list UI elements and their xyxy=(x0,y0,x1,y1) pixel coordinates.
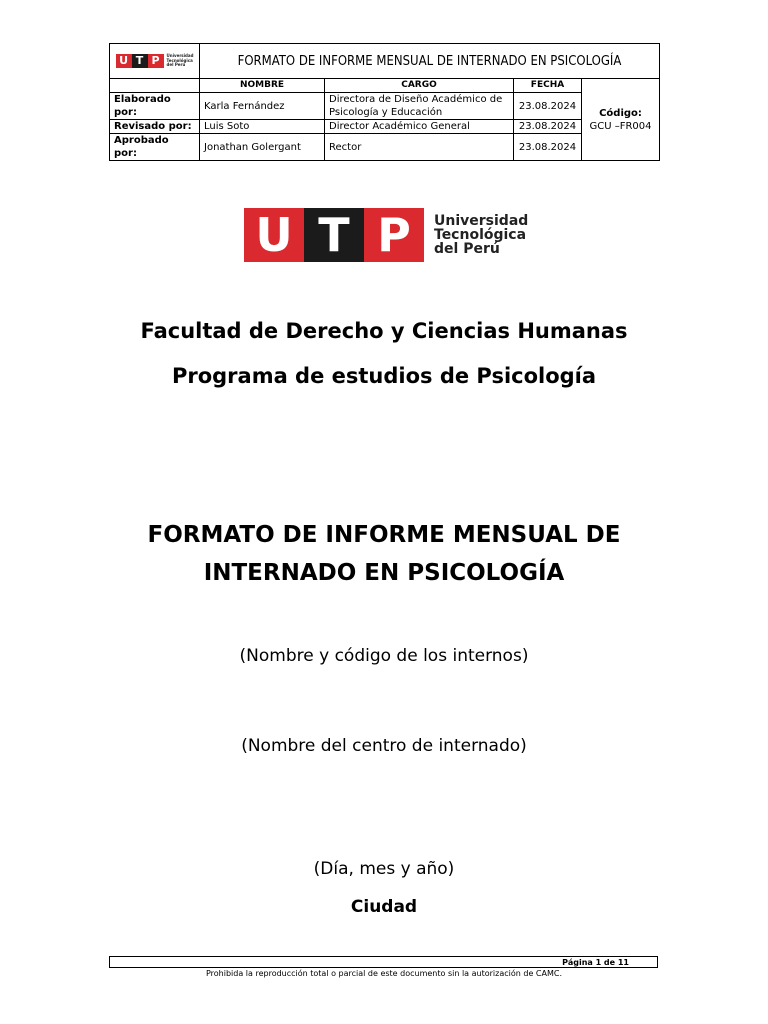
table-row xyxy=(110,120,660,134)
row-date: 23.08.2024 xyxy=(514,93,582,120)
city-label: Ciudad xyxy=(350,897,418,917)
col-header-role: CARGO xyxy=(325,79,514,93)
header-logo-cell xyxy=(110,44,200,79)
document-control-table xyxy=(109,43,660,161)
col-header-date: FECHA xyxy=(514,79,582,93)
table-row xyxy=(110,134,660,161)
document-code xyxy=(582,79,660,161)
program-heading: Programa de estudios de Psicología xyxy=(171,364,597,388)
row-role: Director Académico General xyxy=(325,120,514,134)
col-header-name: NOMBRE xyxy=(200,79,325,93)
row-role: Rector xyxy=(325,134,514,161)
row-name: Karla Fernández xyxy=(200,93,325,120)
utp-logo-large: U T P Universidad Tecnológica del Perú xyxy=(244,208,528,262)
document-title: FORMATO DE INFORME MENSUAL DE INTERNADO EN PSICOLOGÍA xyxy=(147,522,621,586)
header-title: FORMATO DE INFORME MENSUAL DE INTERNADO EN PSICOLOGÍA xyxy=(200,44,660,79)
code-value: GCU –FR004 xyxy=(589,120,652,132)
footer-note: Prohibida la reproducción total o parcial de este documento sin la autorización de CAMC. xyxy=(205,969,562,978)
page-number: Página 1 de 11 xyxy=(109,956,658,968)
row-name: Jonathan Golergant xyxy=(200,134,325,161)
utp-logo-small: U T P Universidad Tecnológica del Perú xyxy=(116,54,194,68)
row-label: Elaborado por: xyxy=(110,93,200,120)
interns-placeholder: (Nombre y código de los internos) xyxy=(239,646,529,666)
header-empty-cell xyxy=(110,79,200,93)
row-date: 23.08.2024 xyxy=(514,134,582,161)
table-row xyxy=(110,93,660,120)
row-date: 23.08.2024 xyxy=(514,120,582,134)
row-name: Luis Soto xyxy=(200,120,325,134)
date-placeholder: (Día, mes y año) xyxy=(313,859,455,879)
row-label: Aprobado por: xyxy=(110,134,200,161)
faculty-heading: Facultad de Derecho y Ciencias Humanas xyxy=(140,319,628,343)
row-role: Directora de Diseño Académico de Psicología y Educación xyxy=(325,93,514,120)
row-label: Revisado por: xyxy=(110,120,200,134)
code-label: Código: xyxy=(599,107,642,119)
center-placeholder: (Nombre del centro de internado) xyxy=(241,736,527,756)
